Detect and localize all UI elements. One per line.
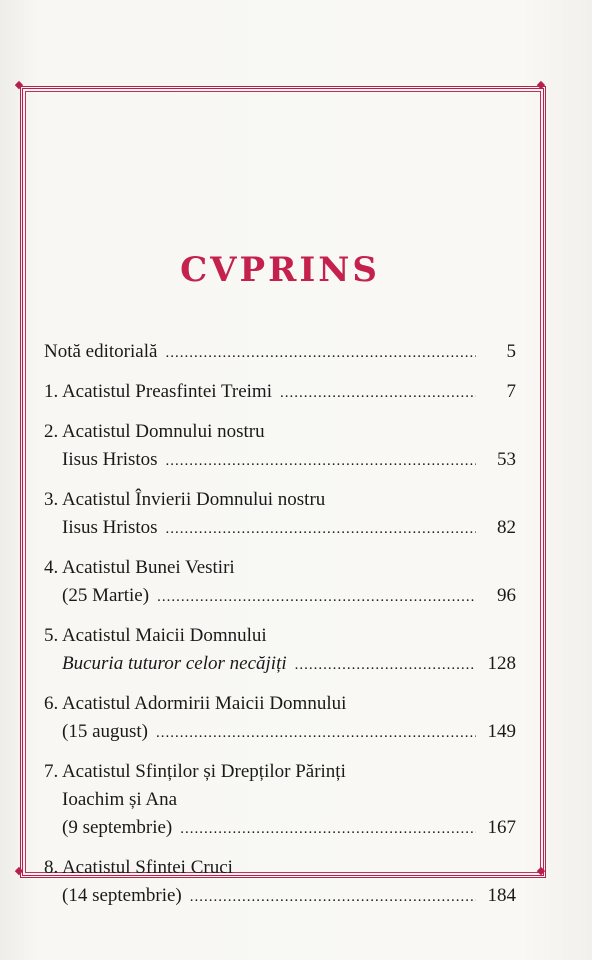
toc-entry-subtitle: (15 august) [62,721,149,742]
toc-entry-subtitle: (14 septembrie) [62,885,182,906]
toc-entry-title: 2. Acatistul Domnului nostru [44,421,265,442]
toc-page-number: 5 [506,341,516,362]
toc-entry-subtitle: Iisus Hristos [62,449,158,470]
toc-entry [44,854,516,910]
leader-dots [156,719,476,747]
toc-entry-title: 6. Acatistul Adormirii Maicii Domnului [44,693,347,714]
leader-dots [190,883,476,911]
leader-dots [165,339,476,367]
toc-entry [44,690,516,746]
toc-entry-subtitle: Bucuria tuturor celor necăjiți [62,653,287,674]
toc-page-number: 167 [487,817,516,838]
leader-dots [180,815,476,843]
toc-entry-subtitle: (25 Martie) [62,585,150,606]
toc-entry [44,554,516,610]
corner-ornament-icon: ◆ [536,865,546,877]
leader-dots [157,583,476,611]
toc-entry [44,378,516,406]
toc-entry [44,622,516,678]
leader-dots [166,515,476,543]
toc-entry-subtitle: Iisus Hristos [62,517,158,538]
toc-page-number: 7 [506,381,516,402]
leader-dots [295,651,476,679]
leader-dots [166,447,476,475]
corner-ornament-icon: ◆ [536,79,546,91]
toc-entry-subtitle: (9 septembrie) [62,817,173,838]
toc-page-number: 96 [497,585,516,606]
corner-ornament-icon: ◆ [14,865,24,877]
toc-page-number: 82 [497,517,516,538]
toc-entry-title: 5. Acatistul Maicii Domnului [44,625,267,646]
toc-entry-title: 1. Acatistul Preasfintei Treimi [44,381,272,402]
toc-page-number: 128 [487,653,516,674]
table-of-contents [44,338,516,910]
toc-entry-title: 8. Acatistul Sfintei Cruci [44,857,233,878]
toc-entry-title: 4. Acatistul Bunei Vestiri [44,557,235,578]
toc-page-number: 149 [487,721,516,742]
toc-entry [44,338,516,366]
page-title: CVPRINS [180,250,380,290]
corner-ornament-icon: ◆ [14,79,24,91]
toc-entry-title: 7. Acatistul Sfinților și Drepților Părinți [44,761,346,782]
toc-entry-title: 3. Acatistul Învierii Domnului nostru [44,489,326,510]
toc-entry-subtitle: Ioachim și Ana [62,789,178,810]
toc-page-number: 53 [497,449,516,470]
toc-entry [44,486,516,542]
toc-entry [44,418,516,474]
toc-page-number: 184 [487,885,516,906]
toc-entry-title: Notă editorială [44,341,158,362]
toc-entry [44,758,516,842]
leader-dots [280,379,476,407]
